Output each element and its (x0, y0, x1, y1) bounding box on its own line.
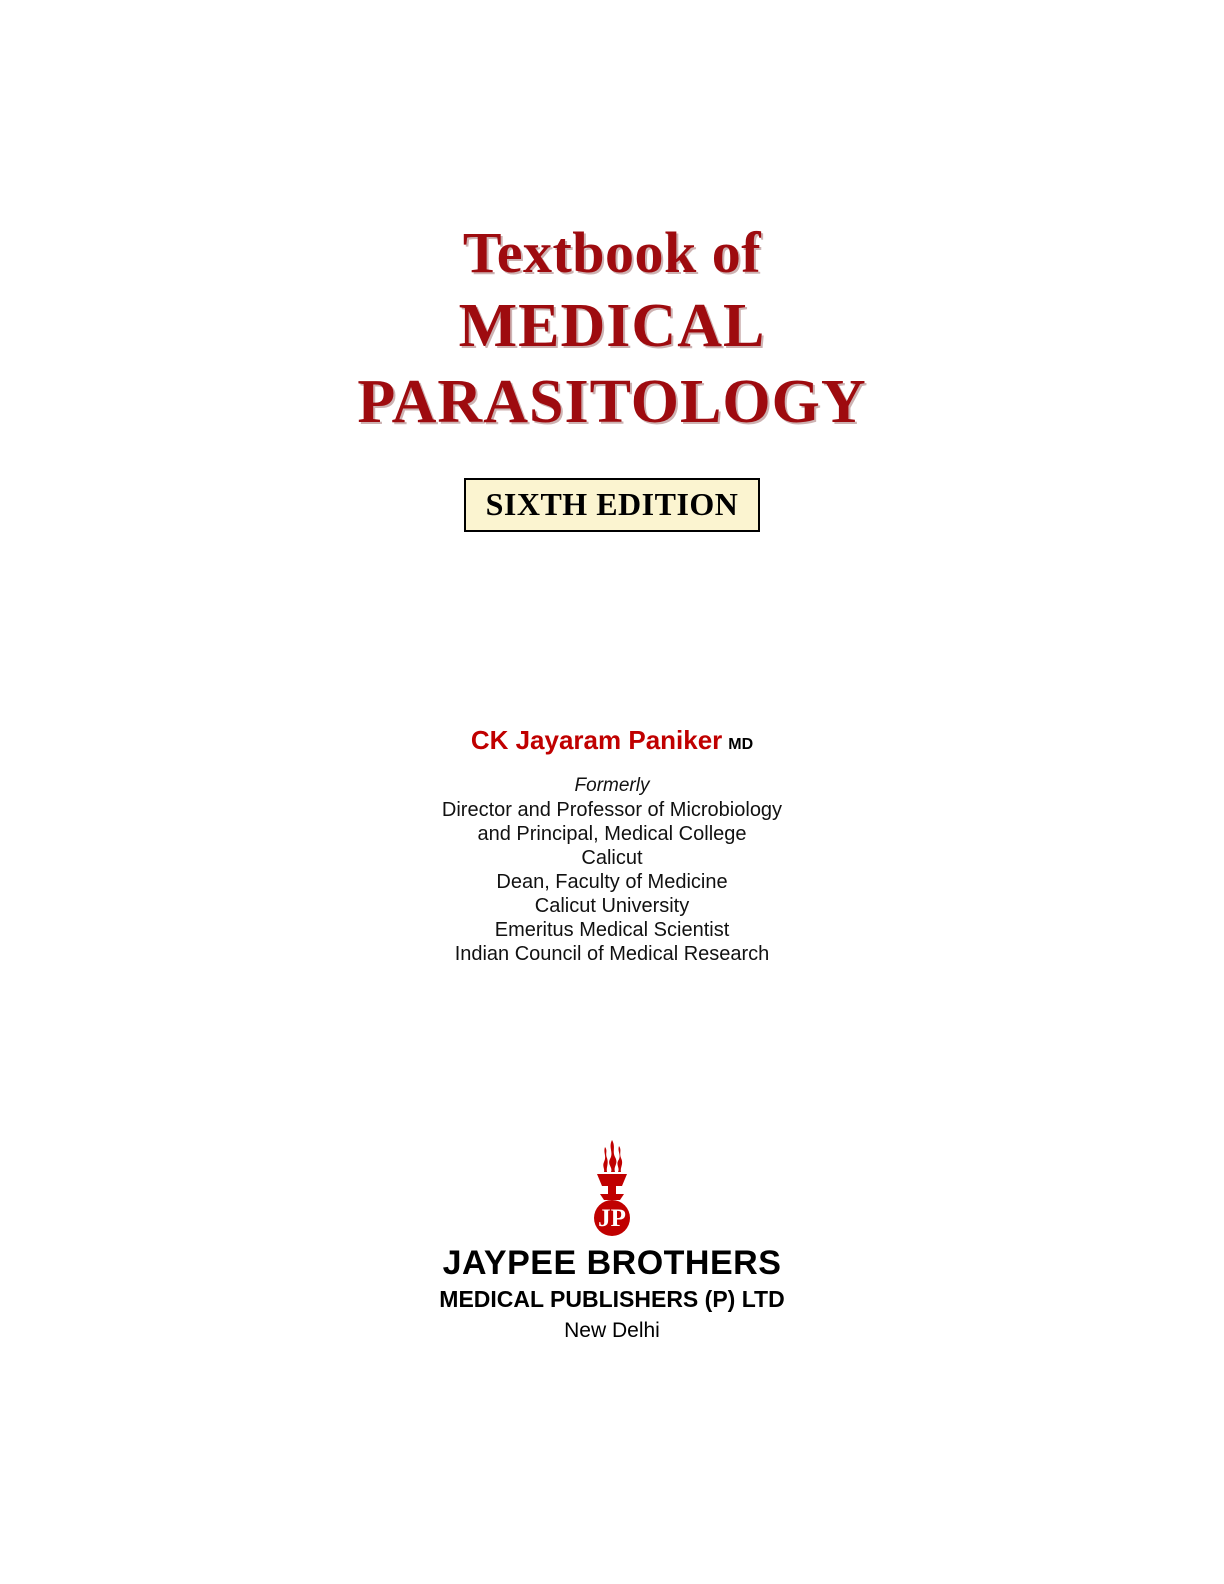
author-name: CK Jayaram Paniker (470, 725, 723, 755)
affiliation-line: Calicut University (534, 895, 690, 917)
book-title (0, 218, 1224, 440)
affiliation-line: Indian Council of Medical Research (454, 943, 770, 965)
publisher-city: New Delhi (564, 1319, 660, 1342)
edition-badge: SIXTH EDITION (464, 478, 761, 532)
affiliation-line: Dean, Faculty of Medicine (496, 871, 728, 893)
affiliation-line: Emeritus Medical Scientist (494, 919, 730, 941)
affiliation-line: Director and Professor of Microbiology (441, 799, 783, 821)
author-degree: MD (728, 736, 754, 753)
title-line-medical: MEDICAL (458, 292, 766, 360)
publisher-block (0, 1242, 1224, 1346)
affiliation-formerly: Formerly (574, 775, 650, 796)
title-line-parasitology: PARASITOLOGY (357, 368, 867, 436)
edition-badge-container (0, 478, 1224, 532)
author-affiliation (0, 774, 1224, 966)
title-line-textbook-of: Textbook of (462, 220, 762, 285)
publisher-name: JAYPEE BROTHERS (442, 1244, 782, 1282)
author-line (0, 724, 1224, 756)
publisher-logo-container (0, 1138, 1224, 1243)
svg-text:JP: JP (598, 1205, 626, 1232)
jaypee-flame-logo-icon (567, 1138, 657, 1238)
affiliation-line: Calicut (581, 847, 643, 869)
affiliation-line: and Principal, Medical College (477, 823, 747, 845)
publisher-subtitle: MEDICAL PUBLISHERS (P) LTD (439, 1286, 785, 1312)
